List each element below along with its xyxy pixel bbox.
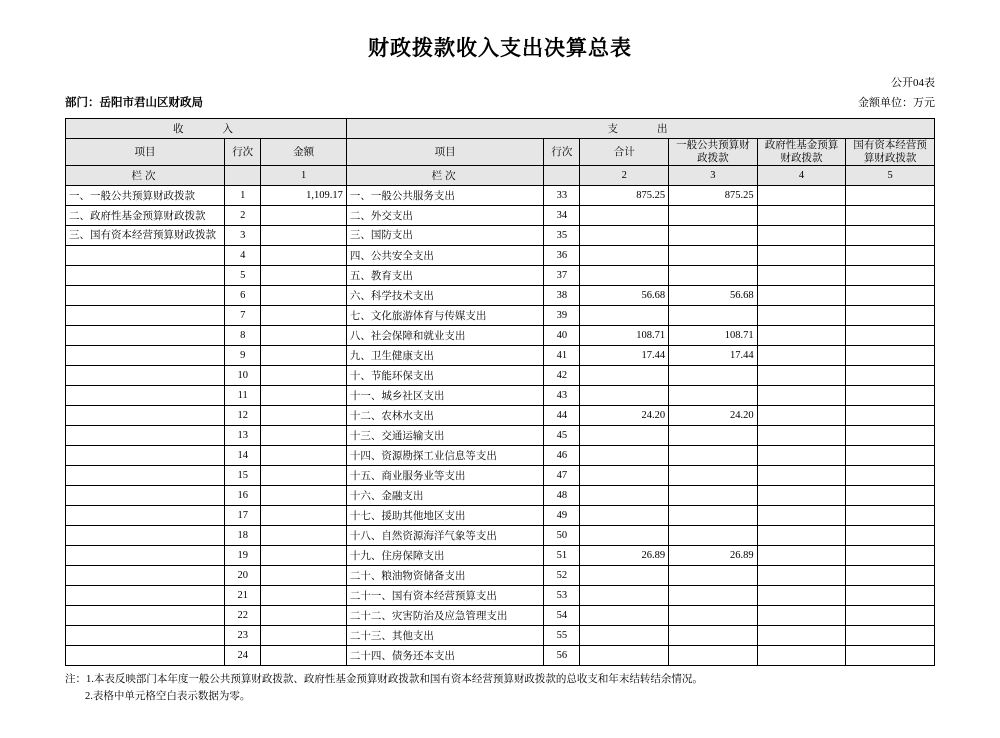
table-row (66, 546, 935, 566)
cell-exp-item: 二十、粮油物资储备支出 (346, 566, 543, 586)
cell-income-line: 18 (225, 526, 261, 546)
table-row (66, 486, 935, 506)
col-income-amount: 金额 (261, 139, 347, 166)
table-row (66, 366, 935, 386)
cell-income-item (66, 446, 225, 466)
cell-income-item (66, 266, 225, 286)
page-title: 财政拨款收入支出决算总表 (368, 36, 632, 60)
cell-income-amount (261, 626, 347, 646)
cell-exp-general (669, 486, 758, 506)
cell-income-line: 4 (225, 246, 261, 266)
cell-income-amount (261, 326, 347, 346)
cell-exp-fund (757, 366, 846, 386)
cell-income-item (66, 566, 225, 586)
col-exp-soe: 国有资本经营预算财政拨款 (846, 139, 935, 166)
cell-income-line: 17 (225, 506, 261, 526)
cell-income-item (66, 366, 225, 386)
cell-income-amount (261, 606, 347, 626)
cell-exp-line: 48 (544, 486, 580, 506)
lanci-blank-1 (225, 166, 261, 186)
cell-exp-total (580, 226, 669, 246)
table-row (66, 186, 935, 206)
cell-exp-fund (757, 206, 846, 226)
cell-exp-general: 108.71 (669, 326, 758, 346)
cell-income-item (66, 606, 225, 626)
group-header-income: 收 入 (66, 119, 347, 139)
table-column-header-row (66, 139, 935, 166)
table-row (66, 526, 935, 546)
table-row (66, 626, 935, 646)
cell-income-line: 16 (225, 486, 261, 506)
table-notes (65, 671, 935, 705)
form-code-row (0, 74, 1000, 90)
cell-exp-general (669, 426, 758, 446)
table-row (66, 386, 935, 406)
cell-exp-total (580, 266, 669, 286)
cell-exp-total (580, 306, 669, 326)
cell-exp-item: 二十一、国有资本经营预算支出 (346, 586, 543, 606)
table-row (66, 646, 935, 666)
cell-income-amount (261, 446, 347, 466)
cell-exp-item: 十、节能环保支出 (346, 366, 543, 386)
cell-income-amount (261, 486, 347, 506)
lanci-num-4: 4 (757, 166, 846, 186)
cell-income-item: 二、政府性基金预算财政拨款 (66, 206, 225, 226)
col-income-line: 行次 (225, 139, 261, 166)
cell-exp-soe (846, 306, 935, 326)
cell-exp-line: 47 (544, 466, 580, 486)
cell-income-line: 3 (225, 226, 261, 246)
cell-income-amount (261, 526, 347, 546)
cell-income-line: 6 (225, 286, 261, 306)
cell-exp-soe (846, 186, 935, 206)
cell-exp-total (580, 486, 669, 506)
cell-exp-total (580, 446, 669, 466)
cell-exp-item: 二、外交支出 (346, 206, 543, 226)
lanci-num-2: 2 (580, 166, 669, 186)
cell-exp-item: 九、卫生健康支出 (346, 346, 543, 366)
cell-exp-fund (757, 306, 846, 326)
cell-exp-soe (846, 646, 935, 666)
cell-exp-item: 十一、城乡社区支出 (346, 386, 543, 406)
cell-exp-soe (846, 366, 935, 386)
cell-exp-line: 33 (544, 186, 580, 206)
cell-exp-fund (757, 386, 846, 406)
meta-row (0, 94, 1000, 112)
table-row (66, 606, 935, 626)
lanci-num-1: 1 (261, 166, 347, 186)
cell-exp-item: 四、公共安全支出 (346, 246, 543, 266)
cell-exp-general (669, 586, 758, 606)
cell-exp-total (580, 206, 669, 226)
cell-income-item (66, 426, 225, 446)
cell-exp-general: 56.68 (669, 286, 758, 306)
cell-exp-general (669, 366, 758, 386)
cell-exp-item: 六、科学技术支出 (346, 286, 543, 306)
table-row (66, 266, 935, 286)
cell-exp-fund (757, 546, 846, 566)
cell-income-line: 11 (225, 386, 261, 406)
cell-exp-line: 34 (544, 206, 580, 226)
table-row (66, 206, 935, 226)
cell-income-item (66, 586, 225, 606)
cell-exp-total: 875.25 (580, 186, 669, 206)
cell-exp-total: 24.20 (580, 406, 669, 426)
cell-income-line: 14 (225, 446, 261, 466)
cell-exp-general: 24.20 (669, 406, 758, 426)
cell-income-line: 2 (225, 206, 261, 226)
cell-income-amount (261, 206, 347, 226)
table-row (66, 346, 935, 366)
cell-exp-line: 35 (544, 226, 580, 246)
cell-exp-fund (757, 526, 846, 546)
cell-exp-fund (757, 346, 846, 366)
table-row (66, 226, 935, 246)
cell-exp-fund (757, 506, 846, 526)
cell-income-amount (261, 226, 347, 246)
cell-exp-line: 41 (544, 346, 580, 366)
cell-income-item (66, 646, 225, 666)
cell-income-item (66, 526, 225, 546)
cell-exp-line: 45 (544, 426, 580, 446)
cell-income-amount (261, 586, 347, 606)
col-exp-total: 合计 (580, 139, 669, 166)
cell-exp-soe (846, 546, 935, 566)
cell-exp-item: 二十四、债务还本支出 (346, 646, 543, 666)
cell-income-amount (261, 506, 347, 526)
cell-exp-soe (846, 606, 935, 626)
cell-exp-general: 17.44 (669, 346, 758, 366)
cell-income-amount (261, 286, 347, 306)
cell-exp-line: 42 (544, 366, 580, 386)
cell-income-amount (261, 306, 347, 326)
cell-exp-total (580, 646, 669, 666)
group-header-expenditure: 支 出 (346, 119, 934, 139)
cell-income-item: 三、国有资本经营预算财政拨款 (66, 226, 225, 246)
cell-income-item (66, 346, 225, 366)
form-code: 公开04表 (891, 77, 935, 89)
note-2: 2.表格中单元格空白表示数据为零。 (85, 691, 251, 702)
lanci-label-exp: 栏次 (346, 166, 543, 186)
cell-exp-item: 十八、自然资源海洋气象等支出 (346, 526, 543, 546)
lanci-label-income: 栏次 (66, 166, 225, 186)
cell-exp-line: 36 (544, 246, 580, 266)
cell-income-item (66, 326, 225, 346)
cell-exp-general (669, 266, 758, 286)
cell-exp-soe (846, 486, 935, 506)
document-page (0, 32, 1000, 738)
table-row (66, 426, 935, 446)
cell-exp-total (580, 366, 669, 386)
cell-exp-soe (846, 506, 935, 526)
cell-income-line: 1 (225, 186, 261, 206)
cell-income-amount (261, 426, 347, 446)
cell-exp-fund (757, 586, 846, 606)
cell-income-line: 10 (225, 366, 261, 386)
cell-exp-general (669, 646, 758, 666)
cell-exp-fund (757, 286, 846, 306)
department-label: 部门：岳阳市君山区财政局 (65, 97, 203, 109)
cell-exp-total (580, 426, 669, 446)
cell-exp-fund (757, 426, 846, 446)
cell-exp-general (669, 506, 758, 526)
unit-label: 金额单位：万元 (858, 97, 935, 109)
cell-exp-total (580, 246, 669, 266)
cell-income-amount (261, 366, 347, 386)
cell-income-item (66, 506, 225, 526)
cell-exp-general (669, 526, 758, 546)
cell-exp-total (580, 586, 669, 606)
cell-exp-fund (757, 486, 846, 506)
cell-income-item (66, 466, 225, 486)
table-row (66, 586, 935, 606)
cell-exp-line: 50 (544, 526, 580, 546)
cell-exp-fund (757, 406, 846, 426)
cell-exp-total (580, 606, 669, 626)
cell-income-amount (261, 546, 347, 566)
col-exp-item: 项目 (346, 139, 543, 166)
cell-exp-item: 十四、资源勘探工业信息等支出 (346, 446, 543, 466)
cell-income-item: 一、一般公共预算财政拨款 (66, 186, 225, 206)
cell-exp-line: 54 (544, 606, 580, 626)
cell-exp-total (580, 466, 669, 486)
cell-income-line: 24 (225, 646, 261, 666)
cell-exp-general (669, 206, 758, 226)
cell-exp-line: 55 (544, 626, 580, 646)
cell-exp-total: 17.44 (580, 346, 669, 366)
budget-table (65, 118, 935, 666)
cell-exp-soe (846, 346, 935, 366)
cell-exp-total: 56.68 (580, 286, 669, 306)
cell-exp-line: 51 (544, 546, 580, 566)
table-row (66, 246, 935, 266)
col-exp-fund: 政府性基金预算财政拨款 (757, 139, 846, 166)
cell-exp-general (669, 566, 758, 586)
cell-income-line: 7 (225, 306, 261, 326)
cell-exp-line: 43 (544, 386, 580, 406)
cell-exp-fund (757, 626, 846, 646)
cell-exp-fund (757, 266, 846, 286)
cell-exp-soe (846, 586, 935, 606)
table-column-number-row (66, 166, 935, 186)
cell-exp-general: 875.25 (669, 186, 758, 206)
lanci-blank-2 (544, 166, 580, 186)
cell-income-line: 9 (225, 346, 261, 366)
table-row (66, 286, 935, 306)
cell-exp-general (669, 386, 758, 406)
cell-exp-soe (846, 206, 935, 226)
cell-exp-item: 二十三、其他支出 (346, 626, 543, 646)
cell-income-line: 20 (225, 566, 261, 586)
cell-income-amount (261, 346, 347, 366)
cell-income-item (66, 286, 225, 306)
cell-income-line: 13 (225, 426, 261, 446)
cell-exp-soe (846, 286, 935, 306)
cell-exp-line: 37 (544, 266, 580, 286)
cell-exp-soe (846, 386, 935, 406)
cell-income-line: 22 (225, 606, 261, 626)
cell-income-line: 5 (225, 266, 261, 286)
lanci-num-5: 5 (846, 166, 935, 186)
cell-exp-item: 五、教育支出 (346, 266, 543, 286)
table-group-header-row (66, 119, 935, 139)
cell-exp-total: 108.71 (580, 326, 669, 346)
cell-income-line: 19 (225, 546, 261, 566)
cell-exp-line: 56 (544, 646, 580, 666)
cell-income-amount (261, 566, 347, 586)
cell-exp-fund (757, 566, 846, 586)
cell-exp-item: 三、国防支出 (346, 226, 543, 246)
cell-income-line: 8 (225, 326, 261, 346)
cell-exp-soe (846, 426, 935, 446)
cell-income-line: 15 (225, 466, 261, 486)
cell-exp-line: 38 (544, 286, 580, 306)
cell-exp-total: 26.89 (580, 546, 669, 566)
cell-exp-item: 二十二、灾害防治及应急管理支出 (346, 606, 543, 626)
cell-exp-soe (846, 326, 935, 346)
cell-exp-fund (757, 646, 846, 666)
cell-exp-general (669, 626, 758, 646)
table-row (66, 466, 935, 486)
table-row (66, 566, 935, 586)
lanci-num-3: 3 (669, 166, 758, 186)
cell-exp-item: 十九、住房保障支出 (346, 546, 543, 566)
cell-income-line: 12 (225, 406, 261, 426)
cell-exp-total (580, 386, 669, 406)
cell-income-amount (261, 646, 347, 666)
cell-exp-general (669, 246, 758, 266)
cell-income-item (66, 546, 225, 566)
cell-income-line: 23 (225, 626, 261, 646)
cell-exp-item: 一、一般公共服务支出 (346, 186, 543, 206)
cell-exp-soe (846, 526, 935, 546)
cell-exp-line: 53 (544, 586, 580, 606)
cell-exp-soe (846, 626, 935, 646)
table-row (66, 506, 935, 526)
cell-exp-soe (846, 226, 935, 246)
cell-exp-line: 39 (544, 306, 580, 326)
cell-exp-line: 52 (544, 566, 580, 586)
cell-exp-fund (757, 446, 846, 466)
cell-exp-line: 44 (544, 406, 580, 426)
cell-exp-fund (757, 226, 846, 246)
cell-exp-general (669, 226, 758, 246)
cell-exp-total (580, 526, 669, 546)
cell-income-amount (261, 246, 347, 266)
cell-exp-total (580, 626, 669, 646)
cell-exp-line: 46 (544, 446, 580, 466)
cell-income-item (66, 406, 225, 426)
note-1: 注：1.本表反映部门本年度一般公共预算财政拨款、政府性基金预算财政拨款和国有资本经营预算财政拨款的总收支和年末结转结余情况。 (65, 674, 703, 685)
table-row (66, 406, 935, 426)
cell-exp-soe (846, 466, 935, 486)
cell-exp-fund (757, 606, 846, 626)
cell-income-item (66, 386, 225, 406)
table-row (66, 306, 935, 326)
cell-exp-item: 七、文化旅游体育与传媒支出 (346, 306, 543, 326)
cell-exp-soe (846, 246, 935, 266)
col-exp-general: 一般公共预算财政拨款 (669, 139, 758, 166)
cell-exp-fund (757, 466, 846, 486)
cell-exp-soe (846, 566, 935, 586)
cell-exp-general: 26.89 (669, 546, 758, 566)
cell-exp-item: 十六、金融支出 (346, 486, 543, 506)
cell-exp-fund (757, 246, 846, 266)
cell-exp-fund (757, 326, 846, 346)
cell-exp-general (669, 466, 758, 486)
cell-exp-general (669, 306, 758, 326)
cell-exp-line: 40 (544, 326, 580, 346)
cell-exp-soe (846, 266, 935, 286)
cell-income-item (66, 246, 225, 266)
cell-exp-item: 十七、援助其他地区支出 (346, 506, 543, 526)
cell-income-item (66, 626, 225, 646)
cell-income-line: 21 (225, 586, 261, 606)
cell-exp-fund (757, 186, 846, 206)
table-row (66, 446, 935, 466)
cell-exp-item: 十三、交通运输支出 (346, 426, 543, 446)
cell-exp-soe (846, 406, 935, 426)
cell-income-amount (261, 386, 347, 406)
cell-income-amount (261, 266, 347, 286)
cell-exp-total (580, 506, 669, 526)
table-row (66, 326, 935, 346)
cell-income-amount: 1,109.17 (261, 186, 347, 206)
cell-exp-line: 49 (544, 506, 580, 526)
col-income-item: 项目 (66, 139, 225, 166)
col-exp-line: 行次 (544, 139, 580, 166)
cell-exp-item: 十二、农林水支出 (346, 406, 543, 426)
cell-exp-general (669, 446, 758, 466)
cell-exp-soe (846, 446, 935, 466)
cell-income-amount (261, 406, 347, 426)
cell-exp-total (580, 566, 669, 586)
cell-income-item (66, 306, 225, 326)
cell-exp-item: 十五、商业服务业等支出 (346, 466, 543, 486)
cell-income-amount (261, 466, 347, 486)
cell-exp-general (669, 606, 758, 626)
cell-exp-item: 八、社会保障和就业支出 (346, 326, 543, 346)
cell-income-item (66, 486, 225, 506)
